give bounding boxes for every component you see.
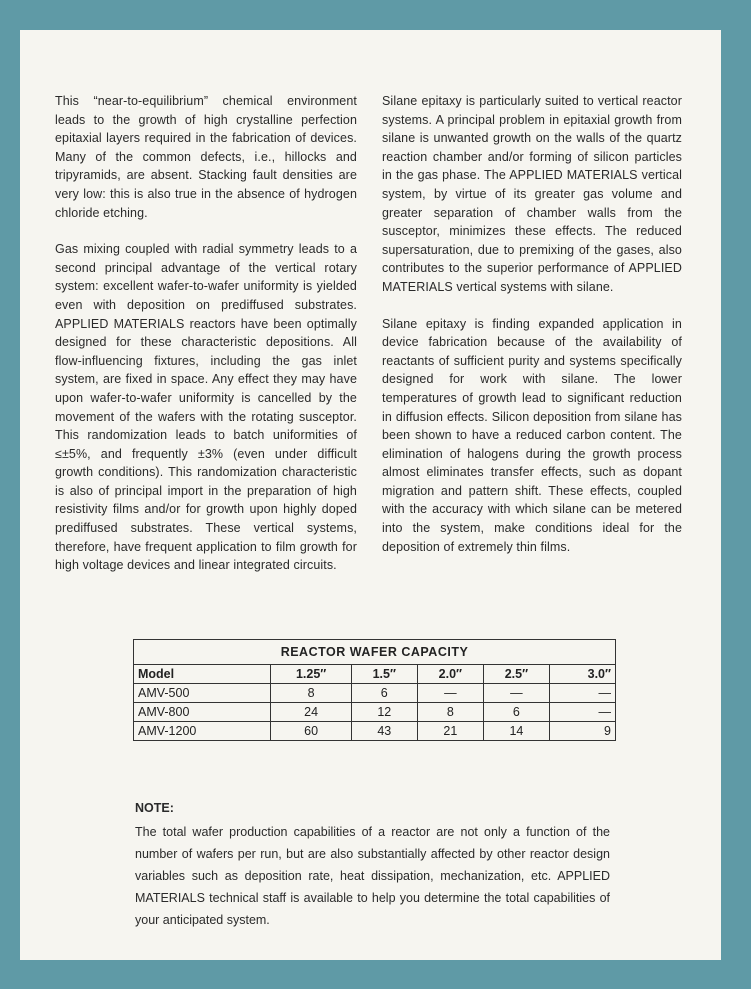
cell-model: AMV-1200	[134, 722, 271, 741]
header-size-5: 3.0″	[549, 665, 615, 684]
cell-value: 14	[483, 722, 549, 741]
cell-value: 21	[417, 722, 483, 741]
table-header-row	[134, 665, 616, 684]
document-page	[20, 30, 721, 960]
right-paragraph-2: Silane epitaxy is finding expanded application in device fabrication because of the availability of reactants of sufficient purity and systems specifically designed for work with silane. The lower temperatures of growth lead to significant reduction in diffusion effects. Silicon deposition from silane has been shown to have a reduced carbon content. The elimination of halogens during the growth process almost eliminates transfer effects, such as dopant migration and pattern shift. These effects, coupled with the accuracy with which silane can be metered into the system, make conditions ideal for the deposition of extremely thin films.	[382, 316, 682, 554]
table-row	[134, 684, 616, 703]
cell-value: 9	[549, 722, 615, 741]
note-title: NOTE:	[135, 801, 174, 815]
table-row	[134, 722, 616, 741]
header-size-4: 2.5″	[483, 665, 549, 684]
capacity-table-container	[133, 639, 616, 741]
cell-value: —	[417, 684, 483, 703]
cell-value: 60	[271, 722, 351, 741]
header-size-1: 1.25″	[271, 665, 351, 684]
cell-model: AMV-500	[134, 684, 271, 703]
header-size-3: 2.0″	[417, 665, 483, 684]
cell-value: 6	[483, 703, 549, 722]
cell-value: 8	[271, 684, 351, 703]
cell-value: 24	[271, 703, 351, 722]
cell-value: 6	[351, 684, 417, 703]
table-title: REACTOR WAFER CAPACITY	[134, 640, 616, 665]
right-text-column	[382, 92, 682, 574]
cell-value: —	[483, 684, 549, 703]
right-paragraph-1: Silane epitaxy is particularly suited to vertical reactor systems. A principal problem in epitaxial growth from silane is unwanted growth on the walls of the quartz reaction chamber and/or forming of silicon particles in the gas phase. The APPLIED MATERIALS vertical system, by virtue of its greater gas volume and greater separation of chamber walls from the susceptor, minimizes these effects. The reduced supersaturation, due to premixing of the gases, also contributes to the superior performance of APPLIED MATERIALS vertical systems with silane.	[382, 94, 682, 294]
note-text: The total wafer production capabilities of a reactor are not only a function of the number of wafers per run, but are also substantially affected by other reactor design variables such as deposition rate, heat dissipation, mechanization, etc. APPLIED MATERIALS technical staff is available to help you determine the total capabilities of your anticipated system.	[135, 825, 610, 927]
cell-value: 12	[351, 703, 417, 722]
left-paragraph-2: Gas mixing coupled with radial symmetry leads to a second principal advantage of the vertical rotary system: excellent wafer-to-wafer uniformity is yielded even with deposition on prediffused substrates. APPLIED MATERIALS reactors have been optimally designed for these characteristic depositions. All flow-influencing fixtures, including the gas inlet system, are fixed in space. Any effect they may have upon wafer-to-wafer uniformity is cancelled by the movement of the wafers with the rotating susceptor. This randomization leads to batch uniformities of ≤±5%, and frequently ±3% (even under difficult growth conditions). This randomization characteristic is also of principal import in the preparation of high resistivity films and/or for growth upon highly doped prediffused substrates. These vertical systems, therefore, have frequent application to film growth for high voltage devices and linear integrated circuits.	[55, 242, 357, 573]
header-size-2: 1.5″	[351, 665, 417, 684]
header-model: Model	[134, 665, 271, 684]
cell-value: 8	[417, 703, 483, 722]
table-row	[134, 703, 616, 722]
cell-value: —	[549, 703, 615, 722]
left-text-column	[55, 92, 357, 593]
cell-value: —	[549, 684, 615, 703]
note-section	[135, 797, 610, 931]
reactor-wafer-capacity-table	[133, 639, 616, 741]
cell-value: 43	[351, 722, 417, 741]
cell-model: AMV-800	[134, 703, 271, 722]
left-paragraph-1: This “near-to-equilibrium” chemical environment leads to the growth of high crystalline perfection epitaxial layers required in the fabrication of devices. Many of the common defects, i.e., hillocks and tripyramids, are absent. Stacking fault densities are very low: this is also true in the absence of hydrogen chloride etching.	[55, 94, 357, 220]
